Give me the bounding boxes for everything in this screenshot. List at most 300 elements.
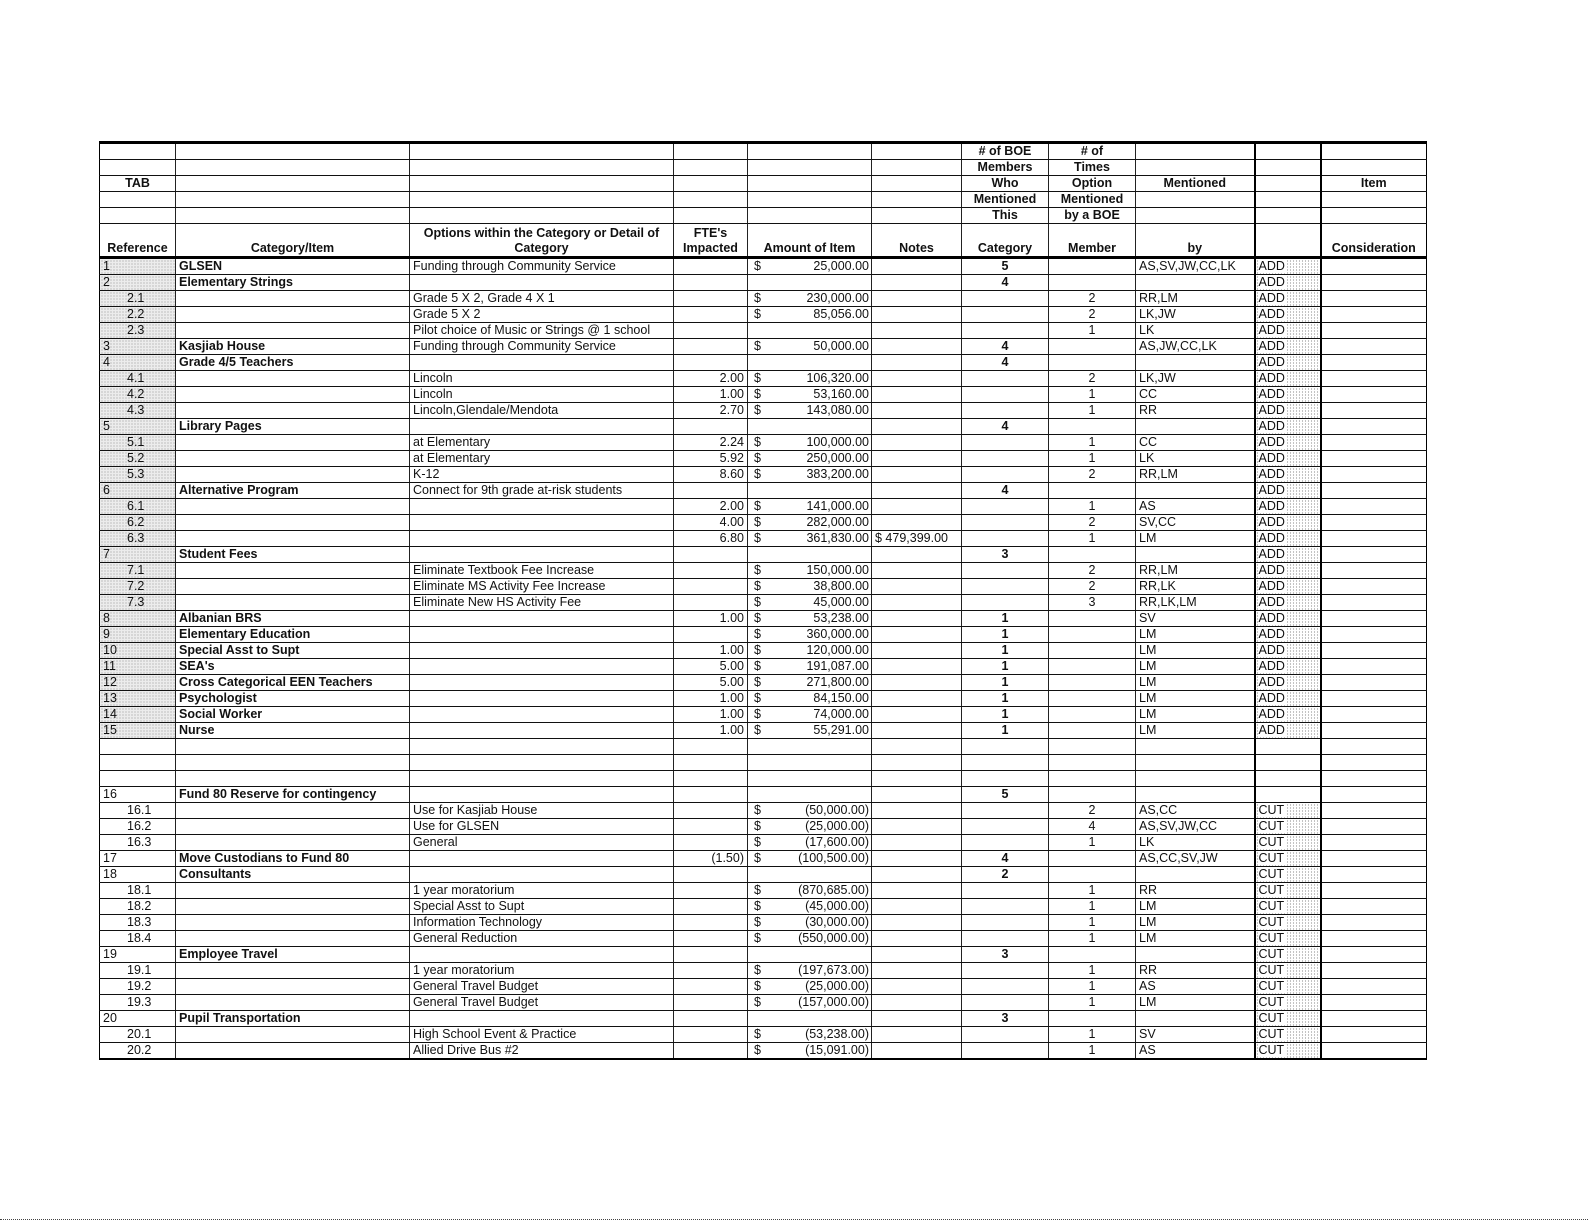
- header-row: [100, 143, 1427, 160]
- member-mention-count: [1049, 771, 1136, 787]
- reference-number: 4: [103, 355, 110, 369]
- category-item-cell: [176, 371, 410, 387]
- action-label: ADD: [1258, 611, 1285, 625]
- action-cell: [1255, 851, 1321, 867]
- reference-number: 16.1: [127, 803, 152, 817]
- notes-cell: [872, 691, 962, 707]
- reference-number: 6.2: [127, 515, 145, 529]
- category-mention-count: 1: [962, 707, 1049, 723]
- header-notes: Notes: [872, 224, 962, 258]
- item-consideration-cell: [1321, 387, 1427, 403]
- currency-symbol: $: [754, 451, 761, 465]
- member-mention-count: 1: [1049, 835, 1136, 851]
- member-mention-count: [1049, 611, 1136, 627]
- action-cell: [1255, 387, 1321, 403]
- action-label: ADD: [1258, 323, 1285, 337]
- mentioned-by-cell: AS,CC,SV,JW: [1136, 851, 1255, 867]
- category-mention-count: [962, 515, 1049, 531]
- option-detail-cell: Funding through Community Service: [410, 339, 674, 355]
- amount-cell: [748, 851, 872, 867]
- notes-cell: [872, 803, 962, 819]
- notes-cell: [872, 963, 962, 979]
- item-consideration-cell: [1321, 355, 1427, 371]
- action-cell: [1255, 803, 1321, 819]
- table-row: [100, 355, 1427, 371]
- mentioned-by-cell: RR,LK: [1136, 579, 1255, 595]
- notes-cell: [872, 867, 962, 883]
- action-cell: [1255, 275, 1321, 291]
- option-detail-cell: Information Technology: [410, 915, 674, 931]
- item-consideration-cell: [1321, 499, 1427, 515]
- category-item-cell: [176, 323, 410, 339]
- action-cell: [1255, 595, 1321, 611]
- action-label: CUT: [1258, 1043, 1285, 1057]
- reference-cell: [100, 835, 176, 851]
- fte-cell: 4.00: [674, 515, 748, 531]
- reference-number: 13: [103, 691, 117, 705]
- reference-cell: [100, 499, 176, 515]
- reference-cell: [100, 611, 176, 627]
- amount-value: 271,800.00: [806, 675, 869, 689]
- table-row: [100, 691, 1427, 707]
- reference-cell: [100, 643, 176, 659]
- action-label: ADD: [1258, 547, 1285, 561]
- action-cell: [1255, 723, 1321, 739]
- item-consideration-cell: [1321, 579, 1427, 595]
- reference-number: 1: [103, 259, 110, 273]
- item-consideration-cell: [1321, 627, 1427, 643]
- category-item-cell: Psychologist: [176, 691, 410, 707]
- currency-symbol: $: [754, 643, 761, 657]
- item-consideration-cell: [1321, 931, 1427, 947]
- option-detail-cell: [410, 275, 674, 291]
- category-mention-count: 3: [962, 947, 1049, 963]
- member-mention-count: [1049, 867, 1136, 883]
- category-item-cell: Elementary Education: [176, 627, 410, 643]
- currency-symbol: $: [754, 803, 761, 817]
- member-mention-count: 1: [1049, 531, 1136, 547]
- amount-value: 50,000.00: [813, 339, 869, 353]
- reference-number: 20.1: [127, 1027, 152, 1041]
- table-row: [100, 579, 1427, 595]
- option-detail-cell: [410, 723, 674, 739]
- member-mention-count: [1049, 739, 1136, 755]
- action-label: CUT: [1258, 803, 1285, 817]
- action-label: ADD: [1258, 723, 1285, 737]
- mentioned-by-cell: AS,CC: [1136, 803, 1255, 819]
- notes-cell: [872, 275, 962, 291]
- reference-cell: [100, 419, 176, 435]
- item-consideration-cell: [1321, 323, 1427, 339]
- notes-cell: [872, 307, 962, 323]
- category-mention-count: [962, 531, 1049, 547]
- member-mention-count: [1049, 355, 1136, 371]
- header-mentioned-by: [1136, 160, 1255, 176]
- mentioned-by-cell: [1136, 787, 1255, 803]
- currency-symbol: $: [754, 931, 761, 945]
- category-mention-count: [962, 835, 1049, 851]
- notes-cell: [872, 291, 962, 307]
- amount-cell: [748, 915, 872, 931]
- item-consideration-cell: [1321, 1027, 1427, 1043]
- table-row: [100, 403, 1427, 419]
- header-action: [1255, 143, 1321, 160]
- action-label: ADD: [1258, 643, 1285, 657]
- header-action: [1255, 224, 1321, 258]
- currency-symbol: $: [754, 403, 761, 417]
- header-mentioned-by: [1136, 208, 1255, 224]
- amount-cell: [748, 627, 872, 643]
- option-detail-cell: Grade 5 X 2, Grade 4 X 1: [410, 291, 674, 307]
- amount-cell: [748, 979, 872, 995]
- option-detail-cell: [410, 643, 674, 659]
- reference-number: 9: [103, 627, 110, 641]
- fte-cell: [674, 867, 748, 883]
- item-consideration-cell: [1321, 675, 1427, 691]
- table-row: [100, 723, 1427, 739]
- item-consideration-cell: [1321, 563, 1427, 579]
- mentioned-by-cell: LM: [1136, 915, 1255, 931]
- header-notes: [872, 208, 962, 224]
- header-fte-impacted: [674, 176, 748, 192]
- table-row: [100, 675, 1427, 691]
- notes-cell: [872, 915, 962, 931]
- currency-symbol: $: [754, 883, 761, 897]
- category-item-cell: [176, 1027, 410, 1043]
- reference-cell: [100, 467, 176, 483]
- amount-cell: [748, 659, 872, 675]
- fte-cell: [674, 899, 748, 915]
- reference-number: 16.3: [127, 835, 152, 849]
- header-row: [100, 160, 1427, 176]
- header-category-count: # of BOE: [962, 143, 1049, 160]
- option-detail-cell: Lincoln,Glendale/Mendota: [410, 403, 674, 419]
- table-row: [100, 979, 1427, 995]
- category-item-cell: [176, 979, 410, 995]
- member-mention-count: [1049, 339, 1136, 355]
- mentioned-by-cell: LM: [1136, 691, 1255, 707]
- table-row: [100, 867, 1427, 883]
- mentioned-by-cell: SV: [1136, 611, 1255, 627]
- fte-cell: [674, 771, 748, 787]
- header-category-count: Category: [962, 224, 1049, 258]
- reference-number: 19.2: [127, 979, 152, 993]
- item-consideration-cell: [1321, 723, 1427, 739]
- reference-number: 2: [103, 275, 110, 289]
- amount-cell: [748, 547, 872, 563]
- header-mentioned-by: by: [1136, 224, 1255, 258]
- mentioned-by-cell: AS: [1136, 979, 1255, 995]
- category-mention-count: [962, 307, 1049, 323]
- category-item-cell: [176, 755, 410, 771]
- reference-number: 14: [103, 707, 117, 721]
- header-options: [410, 208, 674, 224]
- mentioned-by-cell: AS,JW,CC,LK: [1136, 339, 1255, 355]
- table-row: [100, 771, 1427, 787]
- category-mention-count: [962, 1043, 1049, 1060]
- reference-number: 20.2: [127, 1043, 152, 1057]
- category-item-cell: [176, 1043, 410, 1060]
- category-item-cell: [176, 307, 410, 323]
- member-mention-count: 1: [1049, 499, 1136, 515]
- option-detail-cell: [410, 547, 674, 563]
- header-member-count: by a BOE: [1049, 208, 1136, 224]
- item-consideration-cell: [1321, 483, 1427, 499]
- mentioned-by-cell: [1136, 483, 1255, 499]
- item-consideration-cell: [1321, 787, 1427, 803]
- notes-cell: [872, 835, 962, 851]
- item-consideration-cell: [1321, 258, 1427, 275]
- amount-value: 360,000.00: [806, 627, 869, 641]
- category-mention-count: 3: [962, 1011, 1049, 1027]
- header-amount: [748, 176, 872, 192]
- fte-cell: [674, 803, 748, 819]
- action-label: ADD: [1258, 563, 1285, 577]
- amount-value: 230,000.00: [806, 291, 869, 305]
- table-row: [100, 883, 1427, 899]
- table-row: [100, 899, 1427, 915]
- category-mention-count: 5: [962, 258, 1049, 275]
- category-item-cell: [176, 403, 410, 419]
- currency-symbol: $: [754, 851, 761, 865]
- action-label: ADD: [1258, 579, 1285, 593]
- category-item-cell: [176, 931, 410, 947]
- option-detail-cell: Allied Drive Bus #2: [410, 1043, 674, 1060]
- member-mention-count: 1: [1049, 403, 1136, 419]
- category-item-cell: [176, 963, 410, 979]
- currency-symbol: $: [754, 307, 761, 321]
- reference-number: 12: [103, 675, 117, 689]
- item-consideration-cell: [1321, 691, 1427, 707]
- category-mention-count: [962, 819, 1049, 835]
- reference-number: 6.3: [127, 531, 145, 545]
- amount-cell: [748, 1043, 872, 1060]
- reference-cell: [100, 258, 176, 275]
- amount-value: 25,000.00: [813, 259, 869, 273]
- mentioned-by-cell: AS,SV,JW,CC,LK: [1136, 258, 1255, 275]
- action-cell: [1255, 963, 1321, 979]
- fte-cell: 2.00: [674, 499, 748, 515]
- option-detail-cell: Use for GLSEN: [410, 819, 674, 835]
- currency-symbol: $: [754, 499, 761, 513]
- notes-cell: [872, 467, 962, 483]
- category-mention-count: [962, 499, 1049, 515]
- reference-cell: [100, 483, 176, 499]
- notes-cell: [872, 723, 962, 739]
- member-mention-count: 1: [1049, 931, 1136, 947]
- member-mention-count: [1049, 659, 1136, 675]
- amount-value: 100,000.00: [806, 435, 869, 449]
- category-mention-count: 4: [962, 419, 1049, 435]
- item-consideration-cell: [1321, 819, 1427, 835]
- action-label: ADD: [1258, 451, 1285, 465]
- category-item-cell: [176, 531, 410, 547]
- category-item-cell: Consultants: [176, 867, 410, 883]
- notes-cell: [872, 771, 962, 787]
- table-row: [100, 467, 1427, 483]
- item-consideration-cell: [1321, 307, 1427, 323]
- item-consideration-cell: [1321, 339, 1427, 355]
- fte-cell: 6.80: [674, 531, 748, 547]
- fte-cell: [674, 483, 748, 499]
- reference-cell: [100, 963, 176, 979]
- currency-symbol: $: [754, 675, 761, 689]
- option-detail-cell: Eliminate MS Activity Fee Increase: [410, 579, 674, 595]
- item-consideration-cell: [1321, 643, 1427, 659]
- fte-cell: [674, 1043, 748, 1060]
- reference-cell: [100, 659, 176, 675]
- item-consideration-cell: [1321, 835, 1427, 851]
- currency-symbol: $: [754, 963, 761, 977]
- action-cell: [1255, 979, 1321, 995]
- header-mentioned-by: [1136, 143, 1255, 160]
- category-item-cell: [176, 771, 410, 787]
- amount-cell: [748, 643, 872, 659]
- amount-value: 74,000.00: [813, 707, 869, 721]
- item-consideration-cell: [1321, 515, 1427, 531]
- option-detail-cell: [410, 739, 674, 755]
- currency-symbol: $: [754, 371, 761, 385]
- category-mention-count: 4: [962, 355, 1049, 371]
- option-detail-cell: [410, 355, 674, 371]
- item-consideration-cell: [1321, 291, 1427, 307]
- item-consideration-cell: [1321, 451, 1427, 467]
- action-cell: [1255, 915, 1321, 931]
- reference-cell: [100, 691, 176, 707]
- option-detail-cell: High School Event & Practice: [410, 1027, 674, 1043]
- table-row: [100, 947, 1427, 963]
- reference-cell: [100, 371, 176, 387]
- notes-cell: [872, 371, 962, 387]
- table-row: [100, 643, 1427, 659]
- action-cell: [1255, 1043, 1321, 1060]
- option-detail-cell: [410, 419, 674, 435]
- member-mention-count: [1049, 723, 1136, 739]
- category-mention-count: [962, 1027, 1049, 1043]
- category-mention-count: [962, 883, 1049, 899]
- amount-value: (45,000.00): [805, 899, 869, 913]
- amount-value: (100,500.00): [798, 851, 869, 865]
- action-cell: [1255, 931, 1321, 947]
- notes-cell: $ 479,399.00: [872, 531, 962, 547]
- amount-cell: [748, 835, 872, 851]
- action-label: ADD: [1258, 627, 1285, 641]
- reference-cell: [100, 819, 176, 835]
- action-cell: [1255, 995, 1321, 1011]
- currency-symbol: $: [754, 691, 761, 705]
- item-consideration-cell: [1321, 851, 1427, 867]
- reference-number: 5.1: [127, 435, 145, 449]
- header-category-count: This: [962, 208, 1049, 224]
- amount-cell: [748, 803, 872, 819]
- action-label: ADD: [1258, 355, 1285, 369]
- amount-cell: [748, 258, 872, 275]
- fte-cell: 1.00: [674, 387, 748, 403]
- mentioned-by-cell: CC: [1136, 387, 1255, 403]
- fte-cell: [674, 563, 748, 579]
- currency-symbol: $: [754, 387, 761, 401]
- table-row: [100, 995, 1427, 1011]
- mentioned-by-cell: [1136, 771, 1255, 787]
- action-label: ADD: [1258, 291, 1285, 305]
- amount-cell: [748, 307, 872, 323]
- category-mention-count: [962, 979, 1049, 995]
- option-detail-cell: Connect for 9th grade at-risk students: [410, 483, 674, 499]
- action-label: ADD: [1258, 707, 1285, 721]
- reference-cell: [100, 291, 176, 307]
- header-item-consideration: [1321, 160, 1427, 176]
- table-row: [100, 339, 1427, 355]
- table-row: [100, 819, 1427, 835]
- mentioned-by-cell: [1136, 739, 1255, 755]
- currency-symbol: $: [754, 835, 761, 849]
- amount-cell: [748, 707, 872, 723]
- category-mention-count: 1: [962, 675, 1049, 691]
- reference-number: 19.1: [127, 963, 152, 977]
- item-consideration-cell: [1321, 755, 1427, 771]
- table-row: [100, 707, 1427, 723]
- category-item-cell: Social Worker: [176, 707, 410, 723]
- member-mention-count: 2: [1049, 803, 1136, 819]
- fte-cell: [674, 275, 748, 291]
- category-mention-count: [962, 963, 1049, 979]
- action-label: ADD: [1258, 595, 1285, 609]
- fte-cell: 5.92: [674, 451, 748, 467]
- amount-cell: [748, 579, 872, 595]
- mentioned-by-cell: LM: [1136, 899, 1255, 915]
- currency-symbol: $: [754, 467, 761, 481]
- item-consideration-cell: [1321, 547, 1427, 563]
- reference-cell: [100, 595, 176, 611]
- mentioned-by-cell: RR,LM: [1136, 291, 1255, 307]
- action-cell: [1255, 403, 1321, 419]
- header-category-count: Members: [962, 160, 1049, 176]
- fte-cell: [674, 547, 748, 563]
- fte-cell: [674, 291, 748, 307]
- header-item-consideration: Item: [1321, 176, 1427, 192]
- notes-cell: [872, 579, 962, 595]
- amount-cell: [748, 947, 872, 963]
- mentioned-by-cell: [1136, 355, 1255, 371]
- reference-number: 16: [103, 787, 117, 801]
- amount-value: (25,000.00): [805, 819, 869, 833]
- action-label: CUT: [1258, 1027, 1285, 1041]
- mentioned-by-cell: LM: [1136, 675, 1255, 691]
- category-mention-count: 4: [962, 851, 1049, 867]
- member-mention-count: [1049, 275, 1136, 291]
- notes-cell: [872, 979, 962, 995]
- header-reference: [100, 192, 176, 208]
- fte-cell: [674, 355, 748, 371]
- amount-cell: [748, 387, 872, 403]
- notes-cell: [872, 643, 962, 659]
- reference-number: 18.2: [127, 899, 152, 913]
- mentioned-by-cell: SV: [1136, 1027, 1255, 1043]
- action-cell: [1255, 371, 1321, 387]
- option-detail-cell: Eliminate Textbook Fee Increase: [410, 563, 674, 579]
- fte-cell: 1.00: [674, 611, 748, 627]
- mentioned-by-cell: LM: [1136, 627, 1255, 643]
- header-category-item: [176, 143, 410, 160]
- member-mention-count: 4: [1049, 819, 1136, 835]
- fte-cell: [674, 339, 748, 355]
- page-bottom-rule: [0, 1219, 1588, 1220]
- item-consideration-cell: [1321, 595, 1427, 611]
- action-cell: [1255, 323, 1321, 339]
- category-item-cell: GLSEN: [176, 258, 410, 275]
- table-row: [100, 499, 1427, 515]
- notes-cell: [872, 563, 962, 579]
